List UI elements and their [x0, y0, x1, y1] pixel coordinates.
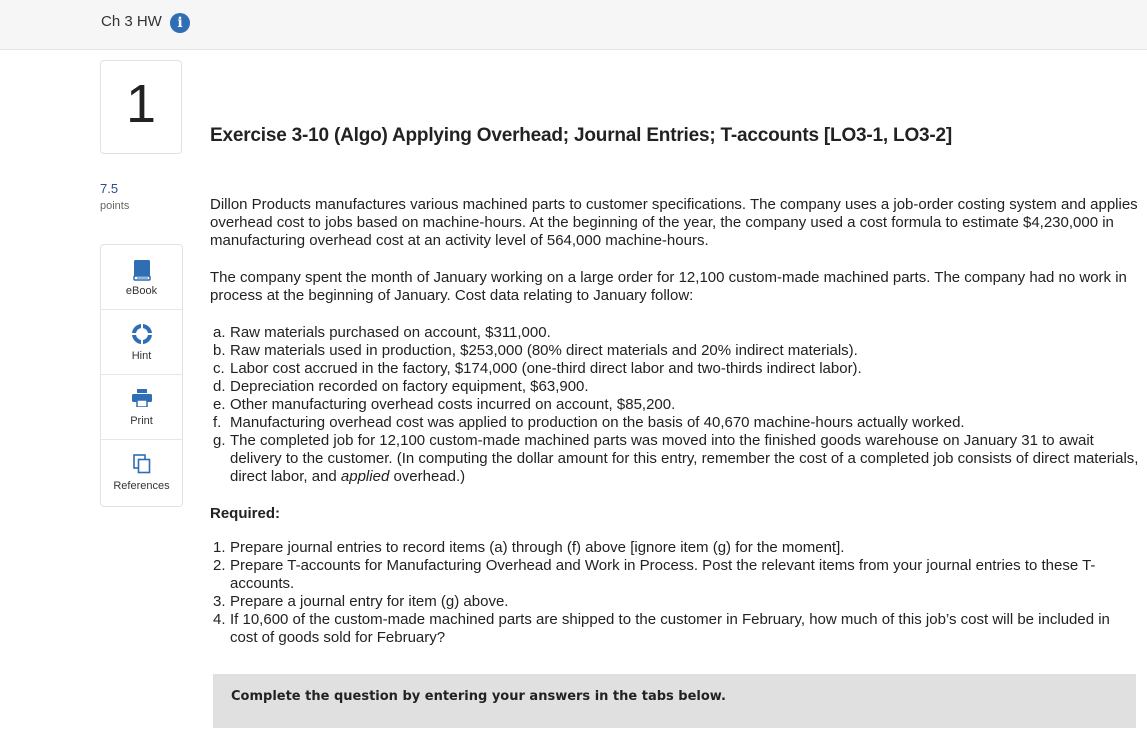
references-label: References [113, 480, 170, 492]
question-number-card [100, 60, 182, 154]
points-value: 7.5 [100, 181, 119, 196]
ebook-label: eBook [125, 285, 158, 297]
printer-icon [132, 389, 152, 407]
list-item: f. Manufacturing overhead cost was applied to production on the basis of 40,670 machine-hours actually worked. [213, 414, 965, 431]
list-item: 4. If 10,600 of the custom-made machined parts are shipped to the customer in February, how much of this job’s cost will be included in cost of goods sold for February? [213, 611, 1110, 646]
print-button[interactable] [101, 375, 182, 440]
required-heading: Required: [210, 505, 281, 522]
cost-data-list [210, 324, 1140, 486]
banner-text: Complete the question by entering your answers in the tabs below. [231, 689, 726, 704]
question-number: 1 [125, 74, 157, 134]
list-item: e. Other manufacturing overhead costs incurred on account, $85,200. [213, 396, 676, 413]
copy-pages-icon [133, 454, 151, 474]
list-item: b. Raw materials used in production, $253,000 (80% direct materials and 20% indirect materials). [213, 342, 858, 359]
list-item: c. Labor cost accrued in the factory, $174,000 (one-third direct labor and two-thirds indirect labor). [213, 360, 862, 377]
points-label: points [100, 200, 130, 212]
ebook-button[interactable] [101, 245, 182, 310]
hint-button[interactable] [101, 310, 182, 375]
intro-paragraph: Dillon Products manufactures various machined parts to customer specifications. The company uses a job-order costing system and applies overhead cost to jobs based on machine-hours. At the beginning of the year, the company used a cost formula to estimate $4,230,000 in manufacturing overhead cost at an activity level of 564,000 machine-hours. [210, 196, 1138, 249]
book-icon [133, 259, 151, 281]
top-bar [0, 0, 1147, 50]
references-button[interactable] [101, 440, 182, 506]
tool-panel [100, 244, 183, 507]
list-item: 1. Prepare journal entries to record items (a) through (f) above [ignore item (g) for the moment]. [213, 539, 845, 556]
info-icon[interactable]: i [170, 13, 190, 33]
list-item: a. Raw materials purchased on account, $311,000. [213, 324, 551, 341]
list-item: 2. Prepare T-accounts for Manufacturing Overhead and Work in Process. Post the relevant items from your journal entries to these T-accounts. [213, 557, 1096, 592]
hint-label: Hint [131, 350, 152, 362]
lifebuoy-icon [132, 324, 152, 344]
list-item: 3. Prepare a journal entry for item (g) above. [213, 593, 509, 610]
instruction-banner [213, 674, 1136, 728]
print-label: Print [130, 415, 153, 427]
assignment-title: Ch 3 HW [101, 13, 162, 30]
exercise-title: Exercise 3-10 (Algo) Applying Overhead; Journal Entries; T-accounts [LO3-1, LO3-2] [210, 125, 953, 146]
january-paragraph: The company spent the month of January working on a large order for 12,100 custom-made machined parts. The company had no work in process at the beginning of January. Cost data relating to January follow: [210, 269, 1127, 304]
requirements-list [210, 539, 1140, 647]
list-item: d. Depreciation recorded on factory equipment, $63,900. [213, 378, 589, 395]
exercise-body [210, 196, 1140, 666]
list-item: g. The completed job for 12,100 custom-made machined parts was moved into the finished goods warehouse on January 31 to await delivery to the customer. (In computing the dollar amount for this entry, remember the cost of a completed job consists of direct materials, direct labor, and applied overhead.) [213, 432, 1139, 485]
